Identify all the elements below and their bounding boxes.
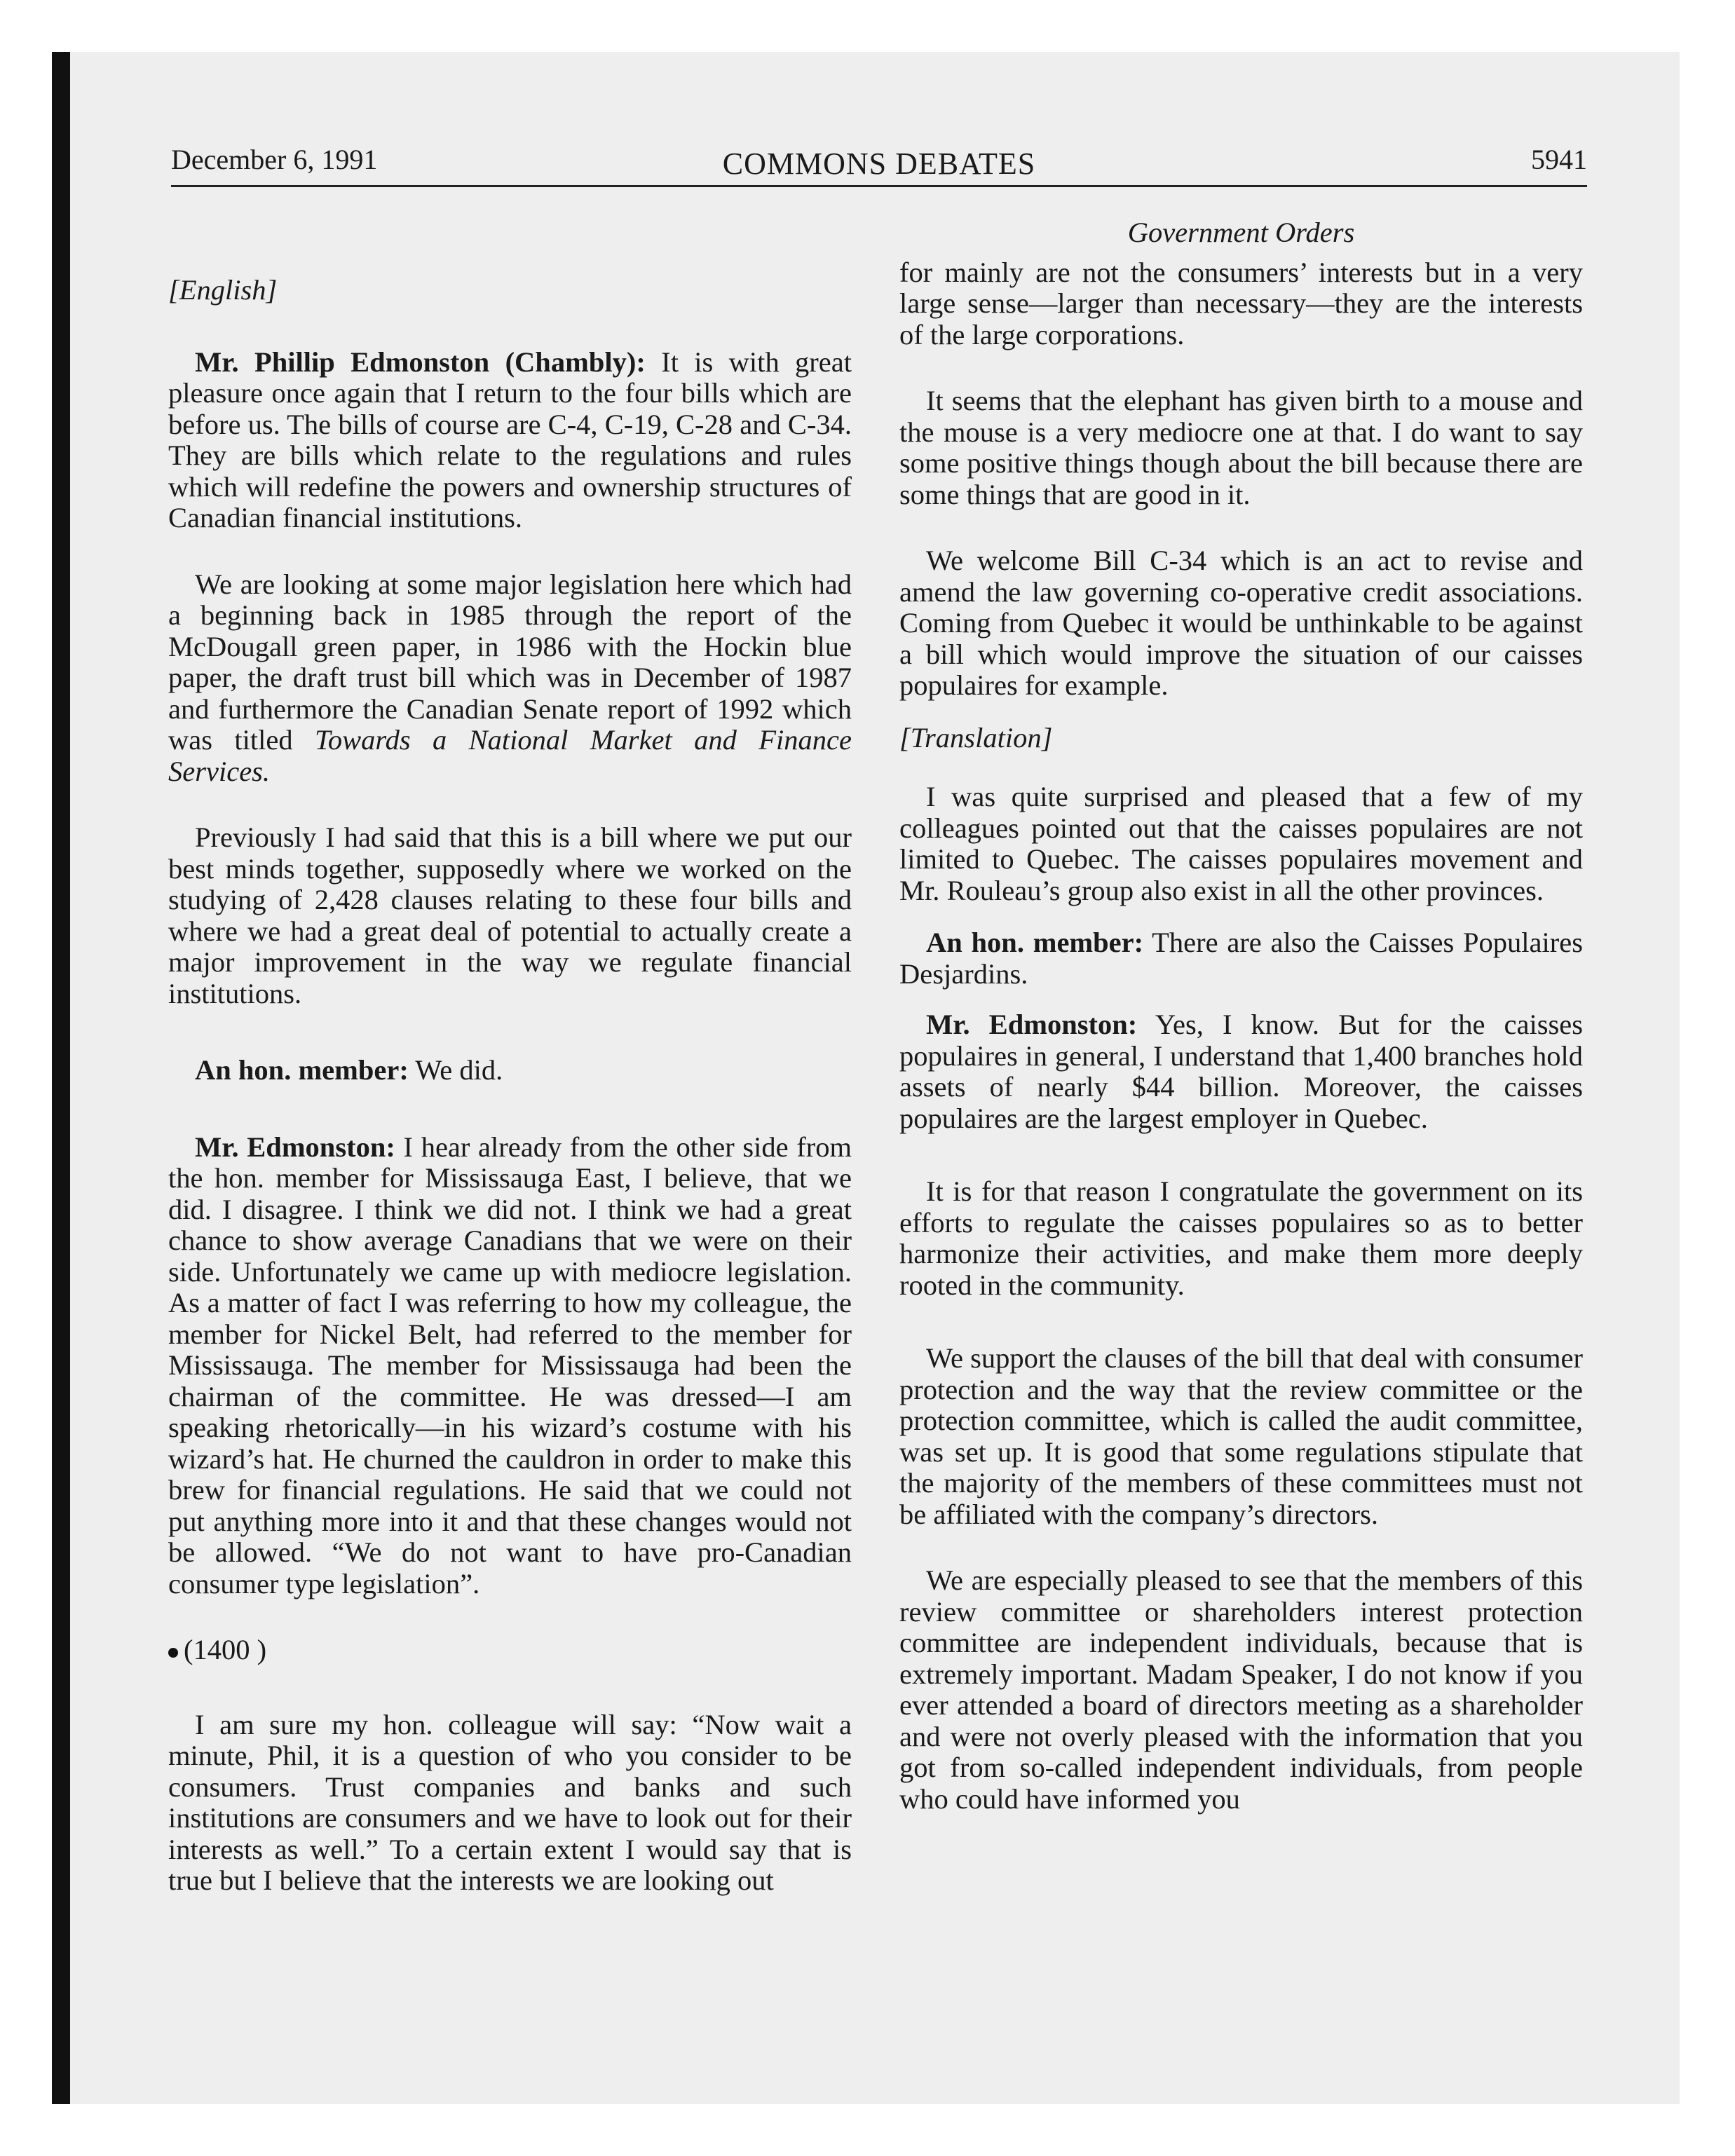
paragraph [168,347,852,534]
paragraph [168,1710,852,1897]
speech-text: It is with great pleasure once again that I return to the four bills which are before us. The bills of course are C-4, C-19, C-28 and C-34. They are bills which relate to the regulations and rules which will redefine the powers and ownership structures of Canadian financial institutions. [168,346,852,533]
speech-text: It is for that reason I congratulate the government on its efforts to regulate the caisses populaires so as to better harmonize their activities, and make them more deeply rooted in the community. [899,1175,1583,1301]
speech-text: Yes, I know. But for the caisses populaires in general, I understand that 1,400 branches hold assets of nearly $44 billion. Moreover, the caisses populaires are the largest employer in Quebec. [899,1009,1583,1134]
left-column [168,210,852,1897]
paragraph [899,782,1583,906]
speaker-name: Mr. Edmonston: [195,1131,395,1163]
speech-text: We did. [415,1054,503,1086]
speech-text: We are especially pleased to see that the members of this review committee or shareholders interest protection committee are independent individuals, because that is extremely important. Madam Speaker, I do not know if you ever attended a board of directors meeting as a shareholder and were not overly pleased with the information that you got from so-called independent individuals, from people who could have informed you [899,1564,1583,1815]
paragraph [899,1343,1583,1530]
binding-edge [52,52,70,2104]
header-title: COMMONS DEBATES [722,146,1036,181]
speaker-name: Mr. Phillip Edmonston (Chambly): [195,346,646,378]
time-marker [168,1635,852,1666]
paragraph [168,569,852,788]
speech-text: We support the clauses of the bill that deal with consumer protection and the way that the review committee or the protection committee, which is called the audit committee, was set up. It is good that some regulations stipulate that the majority of the members of these committees must not be affiliated with the company’s directors. [899,1342,1583,1530]
speech-text: It seems that the elephant has given birth to a mouse and the mouse is a very mediocre one at that. I do want to say some positive things though about the bill because there are some things that are good in it. [899,385,1583,510]
paragraph [899,1009,1583,1134]
page-number: 5941 [1531,144,1587,175]
bullet-icon [168,1648,178,1658]
header-rule [171,185,1587,187]
language-tag-translation: [Translation] [899,721,1053,753]
speech-text: Previously I had said that this is a bill where we put our best minds together, supposedly where we worked on the studying of 2,428 clauses relating to these four bills and where we had a great deal of potential to actually create a major improvement in the way we regulate financial institutions. [168,821,852,1009]
paragraph [168,1132,852,1600]
speaker-name: An hon. member: [926,927,1144,958]
speech-text: I am sure my hon. colleague will say: “Now wait a minute, Phil, it is a question of who you consider to be consumers. Trust companies and banks and such institutions are consumers and we have to look out for their interests as well.” To a certain extent I would say that is true but I believe that the interests we are looking out [168,1708,852,1896]
paragraph [899,545,1583,702]
language-tag-english: [English] [168,274,278,306]
speech-text: I was quite surprised and pleased that a few of my colleagues pointed out that the caisses populaires are not limited to Quebec. The caisses populaires movement and Mr. Rouleau’s group also exist in all the other provinces. [899,781,1583,906]
running-head: Government Orders [1127,217,1355,248]
speech-text: I hear already from the other side from the hon. member for Mississauga East, I believe, that we did. I disagree. I think we did not. I think we had a great chance to show average Canadians that we were on their side. Unfortunately we came up with mediocre legislation. As a matter of fact I was referring to how my colleague, the member for Nickel Belt, had referred to the member for Mississauga. The member for Mississauga had been the chairman of the committee. He was dressed—I am speaking rhetorically—in his wizard’s costume with his wizard’s hat. He churned the cauldron in order to make this brew for financial regulations. He said that we could not put anything more into it and that these changes would not be allowed. “We do not want to have pro-Canadian consumer type legislation”. [168,1131,852,1599]
paragraph [899,257,1583,351]
paragraph [899,1565,1583,1815]
time-mark-text: (1400 ) [184,1634,267,1665]
speaker-name: Mr. Edmonston: [926,1009,1138,1040]
paragraph [168,1055,852,1086]
paragraph [899,386,1583,510]
paragraph [899,927,1583,990]
paragraph [899,1176,1583,1301]
right-column [899,210,1583,1815]
page-header [171,140,1587,189]
paragraph [168,822,852,1009]
report-title: Towards a National Market and Finance Services. [168,724,852,787]
speech-text: We welcome Bill C-34 which is an act to revise and amend the law governing co-operative credit associations. Coming from Quebec it would be unthinkable to be against a bill which would improve the situation of our caisses populaires for example. [899,545,1583,701]
header-date: December 6, 1991 [171,144,378,175]
speech-text: We are looking at some major legislation here which had a beginning back in 1985 through the report of the McDougall green paper, in 1986 with the Hockin blue paper, the draft trust bill which was in December of 1987 and furthermore the Canadian Senate report of 1992 which was titled [168,568,852,756]
speech-text: for mainly are not the consumers’ interests but in a very large sense—larger than necessary—they are the interests of the large corporations. [899,256,1583,350]
speech-text: There are also the Caisses Populaires Desjardins. [899,927,1583,990]
speaker-name: An hon. member: [195,1054,409,1086]
